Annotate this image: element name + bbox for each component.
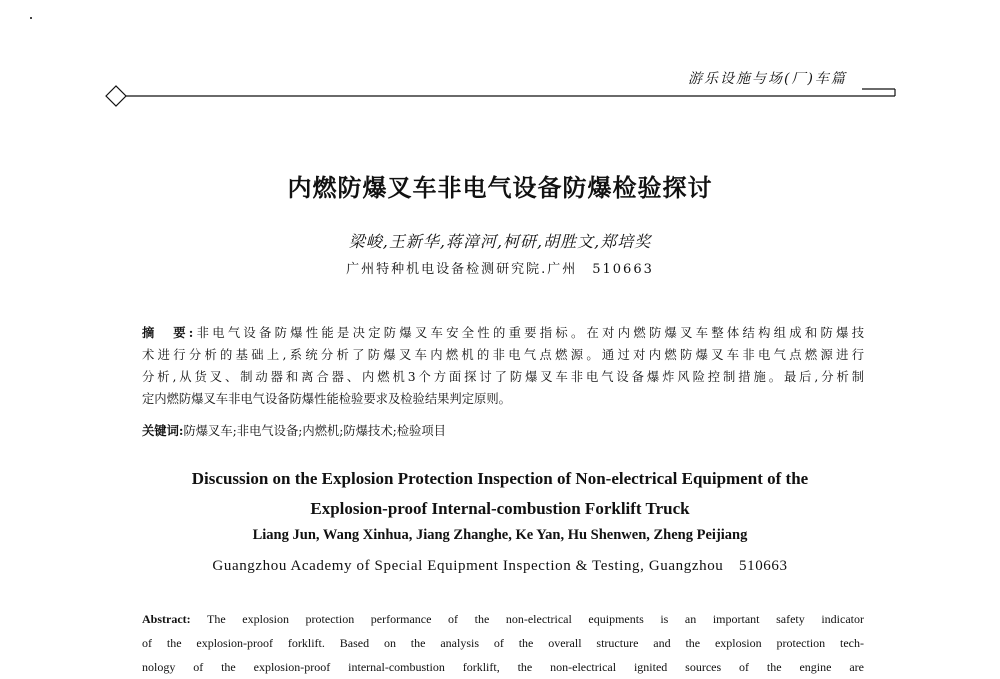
title-en-line-2: Explosion-proof Internal-combustion Forklift Truck [310, 499, 690, 518]
affiliation-cn: 广州特种机电设备检测研究院.广州 510663 [346, 262, 654, 277]
title-cn: 内燃防爆叉车非电气设备防爆检验探讨 [287, 173, 713, 202]
title-en-line-1: Discussion on the Explosion Protection Inspection of Non-electrical Equipment of the [191, 469, 809, 488]
abstract-cn-line-2: 术进行分析的基础上,系统分析了防爆叉车内燃机的非电气点燃源。通过对内燃防爆叉车非电气点燃源进行 [142, 348, 864, 362]
abstract-en [142, 607, 864, 679]
abstract-cn-line-3: 分析,从货叉、制动器和离合器、内燃机3个方面探讨了防爆叉车非电气设备爆炸风险控制措施。最后,分析制 [142, 370, 864, 384]
header-rule [0, 0, 1000, 120]
abstract-en-line-1: Abstract: The explosion protection performance of the non-electrical equipments is an important safety indicator [142, 612, 864, 626]
authors-cn: 梁峻,王新华,蒋漳河,柯研,胡胜文,郑培奖 [348, 232, 652, 251]
section-tag: 游乐设施与场(厂)车篇 [688, 71, 847, 87]
affiliation-en: Guangzhou Academy of Special Equipment Inspection & Testing, Guangzhou 510663 [212, 558, 788, 574]
abstract-en-line-2: of the explosion-proof forklift. Based on the analysis of the overall structure and the explosion protection tech- [142, 636, 864, 650]
abstract-cn-line-4: 定内燃防爆叉车非电气设备防爆性能检验要求及检验结果判定原则。 [142, 392, 511, 406]
diamond-icon [106, 86, 126, 106]
abstract-en-line-3: nology of the explosion-proof internal-combustion forklift, the non-electrical ignited sources of the engine are [142, 660, 864, 674]
authors-en: Liang Jun, Wang Xinhua, Jiang Zhanghe, Ke Yan, Hu Shenwen, Zheng Peijiang [252, 527, 748, 543]
keywords-cn [142, 421, 864, 441]
abstract-cn-label: 摘 要: [142, 325, 194, 340]
abstract-cn [142, 322, 864, 410]
abstract-cn-line-1: 摘 要:非电气设备防爆性能是决定防爆叉车安全性的重要指标。在对内燃防爆叉车整体结构组成和防爆技 [142, 325, 864, 340]
keywords-cn-label: 关键词: [142, 423, 184, 438]
abstract-en-label: Abstract: [142, 612, 191, 626]
title-en [130, 464, 870, 524]
keywords-cn-text: 防爆叉车;非电气设备;内燃机;防爆技术;检验项目 [183, 424, 446, 438]
